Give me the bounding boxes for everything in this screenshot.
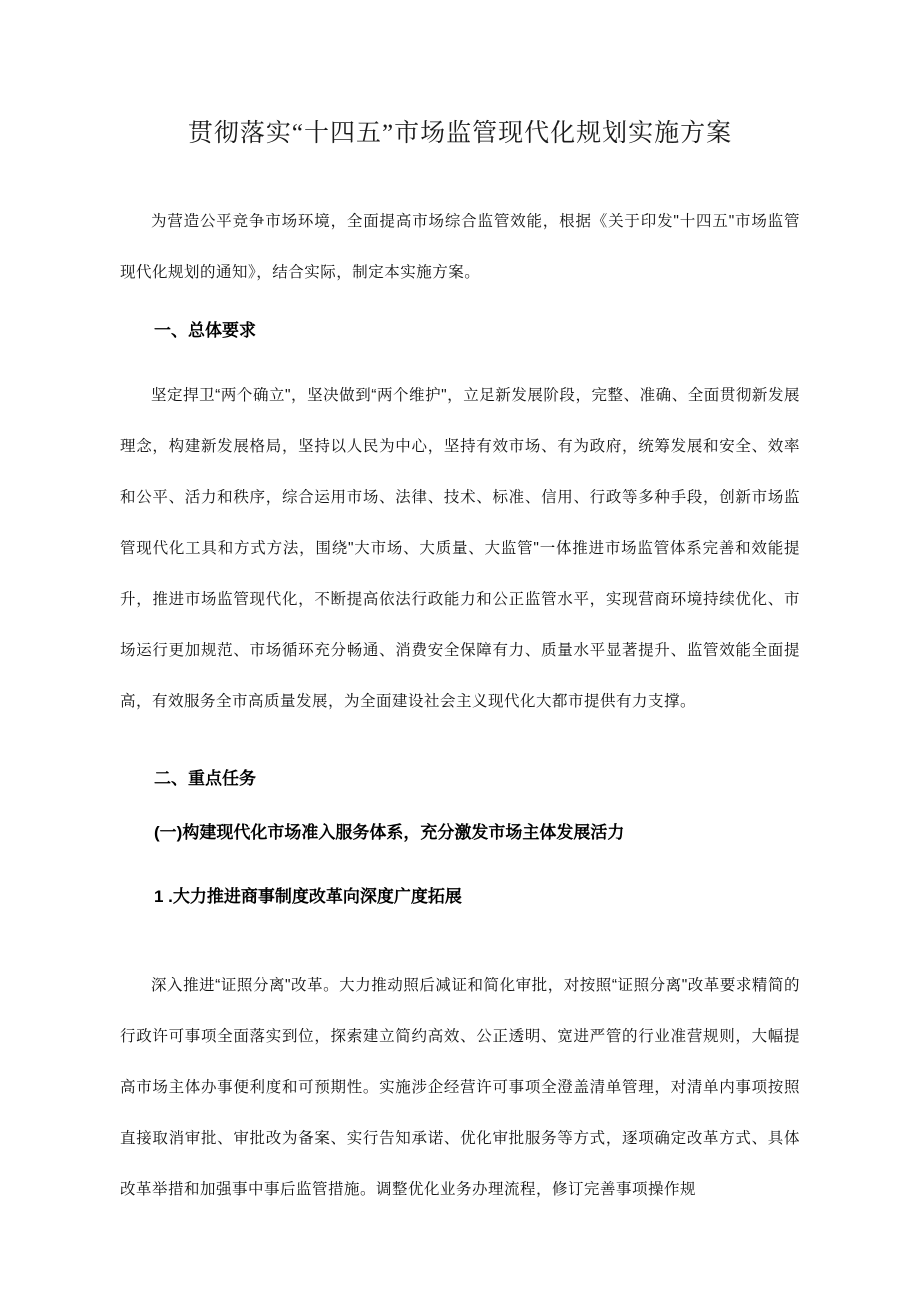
section-2-body: 深入推进“证照分离"改革。大力推动照后减证和简化审批，对按照“证照分离"改革要求精简的行政许可事项全面落实到位，探索建立简约高效、公正透明、宽进严管的行业准营规则，大幅提高市场主体办事便利度和可预期性。实施涉企经营许可事项全澄盖清单管理，对清单内事项按照直接取消审批、审批改为备案、实行告知承诺、优化审批服务等方式，逐项确定改革方式、具体改革举措和加强事中事后监管措施。调整优化业务办理流程，修订完善事项操作规 xyxy=(120,977,800,1198)
intro-paragraph: 为营造公平竞争市场环境，全面提高市场综合监管效能，根据《关于印发"十四五"市场监管现代化规划的通知》，结合实际，制定本实施方案。 xyxy=(120,213,800,281)
section-1-body: 坚定捍卫“两个确立"，坚决做到“两个维护"，立足新发展阶段，完整、准确、全面贯彻新发展理念，构建新发展格局，坚持以人民为中心，坚持有效市场、有为政府，统筹发展和安全、效率和公平、活力和秩序，综合运用市场、法律、技术、标准、信用、行政等多种手段，创新市场监管现代化工具和方式方法，围绕"大市场、大质量、大监管"一体推进市场监管体系完善和效能提升，推进市场监管现代化，不断提高依法行政能力和公正监管水平，实现营商环境持续优化、市场运行更加规范、市场循环充分畅通、消费安全保障有力、质量水平显著提升、监管效能全面提高，有效服务全市高质量发展，为全面建设社会主义现代化大都市提供有力支撑。 xyxy=(120,387,800,710)
section-2-item-heading: 1 .大力推进商事制度改革向深度广度拓展 xyxy=(154,887,462,906)
section-1-heading: 一、总体要求 xyxy=(154,321,256,340)
section-2-heading: 二、重点任务 xyxy=(154,769,256,788)
document-title: 贯彻落实“十四五”市场监管现代化规划实施方案 xyxy=(187,120,733,147)
section-2-sub-heading: (一)构建现代化市场准入服务体系，充分激发市场主体发展活力 xyxy=(154,823,625,842)
